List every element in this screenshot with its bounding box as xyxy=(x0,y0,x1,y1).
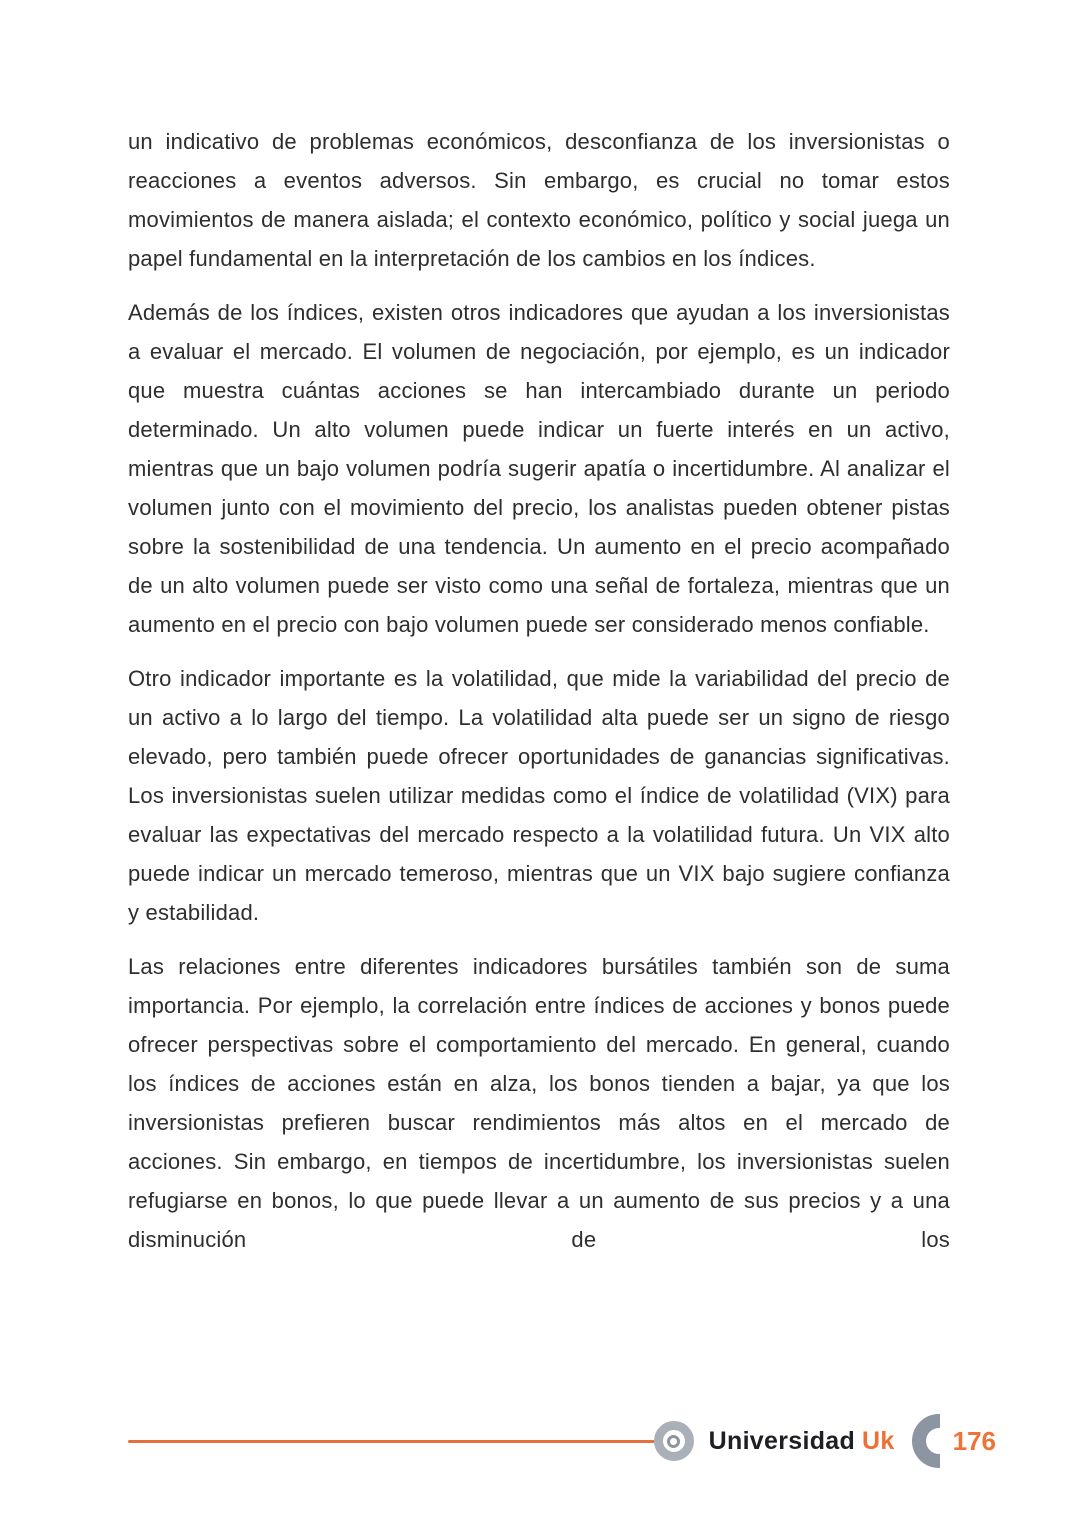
footer-divider-line xyxy=(128,1440,655,1443)
paragraph-indices-context: un indicativo de problemas económicos, desconfianza de los inversionistas o reacciones a eventos adversos. Sin embargo, es crucial no tomar estos movimientos de manera aislada; el contexto económico, político y social juega un papel fundamental en la interpretación de los cambios en los índices. xyxy=(128,129,950,271)
brand-name: Universidad xyxy=(708,1426,856,1455)
brand-logo xyxy=(709,1427,895,1456)
crescent-icon xyxy=(912,1414,940,1468)
page-body-text xyxy=(128,122,950,1274)
paragraph-indicator-correlations: Las relaciones entre diferentes indicadores bursátiles también son de suma importancia. Por ejemplo, la correlación entre índices de acciones y bonos puede ofrecer perspectivas sobre el comportamiento del mercado. En general, cuando los índices de acciones están en alza, los bonos tienden a bajar, ya que los inversionistas prefieren buscar rendimientos más altos en el mercado de acciones. Sin embargo, en tiempos de incertidumbre, los inversionistas suelen refugiarse en bonos, lo que puede llevar a un aumento de sus precios y a una disminución de los xyxy=(128,954,950,1252)
brand-suffix: Uk xyxy=(862,1426,895,1455)
paragraph-volatility-vix: Otro indicador importante es la volatilidad, que mide la variabilidad del precio de un activo a lo largo del tiempo. La volatilidad alta puede ser un signo de riesgo elevado, pero también puede ofrecer oportunidades de ganancias significativas. Los inversionistas suelen utilizar medidas como el índice de volatilidad (VIX) para evaluar las expectativas del mercado respecto a la volatilidad futura. Un VIX alto puede indicar un mercado temeroso, mientras que un VIX bajo sugiere confianza y estabilidad. xyxy=(128,666,950,925)
target-icon xyxy=(654,1421,694,1461)
page-footer xyxy=(128,1412,996,1470)
paragraph-trading-volume: Además de los índices, existen otros indicadores que ayudan a los inversionistas a evaluar el mercado. El volumen de negociación, por ejemplo, es un indicador que muestra cuántas acciones se han intercambiado durante un periodo determinado. Un alto volumen puede indicar un fuerte interés en un activo, mientras que un bajo volumen podría sugerir apatía o incertidumbre. Al analizar el volumen junto con el movimiento del precio, los analistas pueden obtener pistas sobre la sostenibilidad de una tendencia. Un aumento en el precio acompañado de un alto volumen puede ser visto como una señal de fortaleza, mientras que un aumento en el precio con bajo volumen puede ser considerado menos confiable. xyxy=(128,300,950,637)
page-number: 176 xyxy=(952,1425,996,1456)
target-dot xyxy=(667,1435,680,1448)
